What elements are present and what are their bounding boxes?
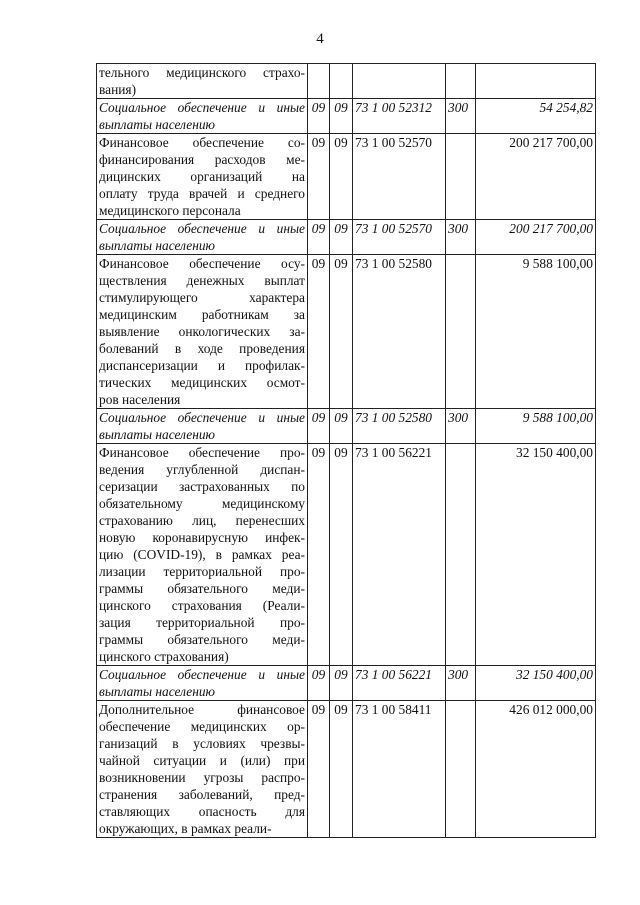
row-name-line: стимулирующего характера: [99, 290, 305, 305]
row-name-line: медицинского персонала: [99, 203, 241, 218]
expense-type-cell: [446, 701, 476, 838]
section-code-cell: 09: [308, 666, 330, 701]
amount-cell: 9 588 100,00: [476, 255, 596, 409]
row-name-cell: [97, 64, 308, 99]
row-name-line: серизации застрахованных по: [99, 479, 305, 494]
section-code-cell: 09: [308, 701, 330, 838]
row-name-line: граммы обязательного меди-: [99, 581, 305, 596]
row-name-line: лизации территориальной про-: [99, 564, 305, 579]
row-name-cell: [97, 701, 308, 838]
row-name-line: обязательному медицинскому: [99, 496, 305, 511]
target-article-cell: 73 1 00 56221: [353, 444, 446, 666]
budget-table: [96, 63, 596, 838]
subsection-code-cell: 09: [330, 255, 353, 409]
row-name-line: Социальное обеспечение и иные: [99, 410, 305, 425]
table-row: [97, 444, 596, 666]
table-row: [97, 409, 596, 444]
row-name-line: возникновении угрозы распро-: [99, 770, 305, 785]
target-article-cell: 73 1 00 56221: [353, 666, 446, 701]
target-article-cell: 73 1 00 52580: [353, 409, 446, 444]
row-name-line: окружающих, в рамках реали-: [99, 821, 272, 836]
expense-type-cell: 300: [446, 666, 476, 701]
budget-table-body: [97, 64, 596, 838]
amount-cell: 200 217 700,00: [476, 220, 596, 255]
amount-cell: 32 150 400,00: [476, 444, 596, 666]
table-row: [97, 64, 596, 99]
target-article-cell: 73 1 00 52570: [353, 134, 446, 220]
section-code-cell: [308, 64, 330, 99]
row-name-line: Финансовое обеспечение про-: [99, 445, 305, 460]
subsection-code-cell: 09: [330, 701, 353, 838]
row-name-line: дицинских организаций на: [99, 169, 305, 184]
row-name-line: Финансовое обеспечение осу-: [99, 256, 305, 271]
row-name-line: выплаты населению: [99, 238, 215, 253]
expense-type-cell: [446, 134, 476, 220]
row-name-line: граммы обязательного меди-: [99, 632, 305, 647]
row-name-line: Социальное обеспечение и иные: [99, 221, 305, 236]
row-name-line: тических медицинских осмот-: [99, 375, 305, 390]
row-name-line: финансирования расходов ме-: [99, 152, 305, 167]
row-name-line: обеспечение медицинских ор-: [99, 719, 305, 734]
row-name-line: выплаты населению: [99, 117, 215, 132]
row-name-cell: [97, 666, 308, 701]
row-name-cell: [97, 134, 308, 220]
subsection-code-cell: 09: [330, 409, 353, 444]
subsection-code-cell: 09: [330, 220, 353, 255]
row-name-cell: [97, 255, 308, 409]
target-article-cell: 73 1 00 52580: [353, 255, 446, 409]
row-name-cell: [97, 409, 308, 444]
row-name-line: ганизаций в условиях чрезвы-: [99, 736, 305, 751]
row-name-line: выявление онкологических за-: [99, 324, 305, 339]
row-name-line: цию (COVID-19), в рамках реа-: [99, 547, 305, 562]
amount-cell: [476, 64, 596, 99]
amount-cell: 426 012 000,00: [476, 701, 596, 838]
amount-cell: 54 254,82: [476, 99, 596, 134]
row-name-line: вания): [99, 82, 137, 97]
expense-type-cell: [446, 64, 476, 99]
amount-cell: 32 150 400,00: [476, 666, 596, 701]
row-name-line: ведения углубленной диспан-: [99, 462, 305, 477]
table-row: [97, 134, 596, 220]
row-name-line: цинского страхования (Реали-: [99, 598, 305, 613]
amount-cell: 9 588 100,00: [476, 409, 596, 444]
row-name-line: выплаты населению: [99, 427, 215, 442]
row-name-line: тельного медицинского страхо-: [99, 65, 305, 80]
table-row: [97, 255, 596, 409]
subsection-code-cell: [330, 64, 353, 99]
row-name-cell: [97, 220, 308, 255]
target-article-cell: 73 1 00 58411: [353, 701, 446, 838]
row-name-line: зация территориальной про-: [99, 615, 305, 630]
row-name-cell: [97, 444, 308, 666]
row-name-line: новую коронавирусную инфек-: [99, 530, 305, 545]
section-code-cell: 09: [308, 409, 330, 444]
row-name-line: оплату труда врачей и среднего: [99, 186, 305, 201]
row-name-line: страхованию лиц, перенесших: [99, 513, 305, 528]
row-name-line: Социальное обеспечение и иные: [99, 667, 305, 682]
section-code-cell: 09: [308, 99, 330, 134]
row-name-line: болеваний в ходе проведения: [99, 341, 305, 356]
section-code-cell: 09: [308, 444, 330, 666]
expense-type-cell: 300: [446, 99, 476, 134]
row-name-line: ров населения: [99, 392, 181, 407]
row-name-line: ставляющих опасность для: [99, 804, 305, 819]
table-row: [97, 666, 596, 701]
page-number: 4: [316, 31, 324, 47]
row-name-line: чайной ситуации и (или) при: [99, 753, 305, 768]
expense-type-cell: [446, 255, 476, 409]
subsection-code-cell: 09: [330, 666, 353, 701]
row-name-line: цинского страхования): [99, 649, 229, 664]
target-article-cell: 73 1 00 52312: [353, 99, 446, 134]
row-name-line: выплаты населению: [99, 684, 215, 699]
table-row: [97, 220, 596, 255]
row-name-line: ществления денежных выплат: [99, 273, 305, 288]
expense-type-cell: [446, 444, 476, 666]
section-code-cell: 09: [308, 220, 330, 255]
row-name-line: медицинским работникам за: [99, 307, 305, 322]
row-name-cell: [97, 99, 308, 134]
expense-type-cell: 300: [446, 409, 476, 444]
target-article-cell: [353, 64, 446, 99]
section-code-cell: 09: [308, 134, 330, 220]
section-code-cell: 09: [308, 255, 330, 409]
row-name-line: странения заболеваний, пред-: [99, 787, 305, 802]
subsection-code-cell: 09: [330, 444, 353, 666]
expense-type-cell: 300: [446, 220, 476, 255]
table-row: [97, 99, 596, 134]
row-name-line: диспансеризации и профилак-: [99, 358, 305, 373]
row-name-line: Дополнительное финансовое: [99, 702, 305, 717]
subsection-code-cell: 09: [330, 99, 353, 134]
row-name-line: Финансовое обеспечение со-: [99, 135, 305, 150]
target-article-cell: 73 1 00 52570: [353, 220, 446, 255]
row-name-line: Социальное обеспечение и иные: [99, 100, 305, 115]
amount-cell: 200 217 700,00: [476, 134, 596, 220]
subsection-code-cell: 09: [330, 134, 353, 220]
table-row: [97, 701, 596, 838]
